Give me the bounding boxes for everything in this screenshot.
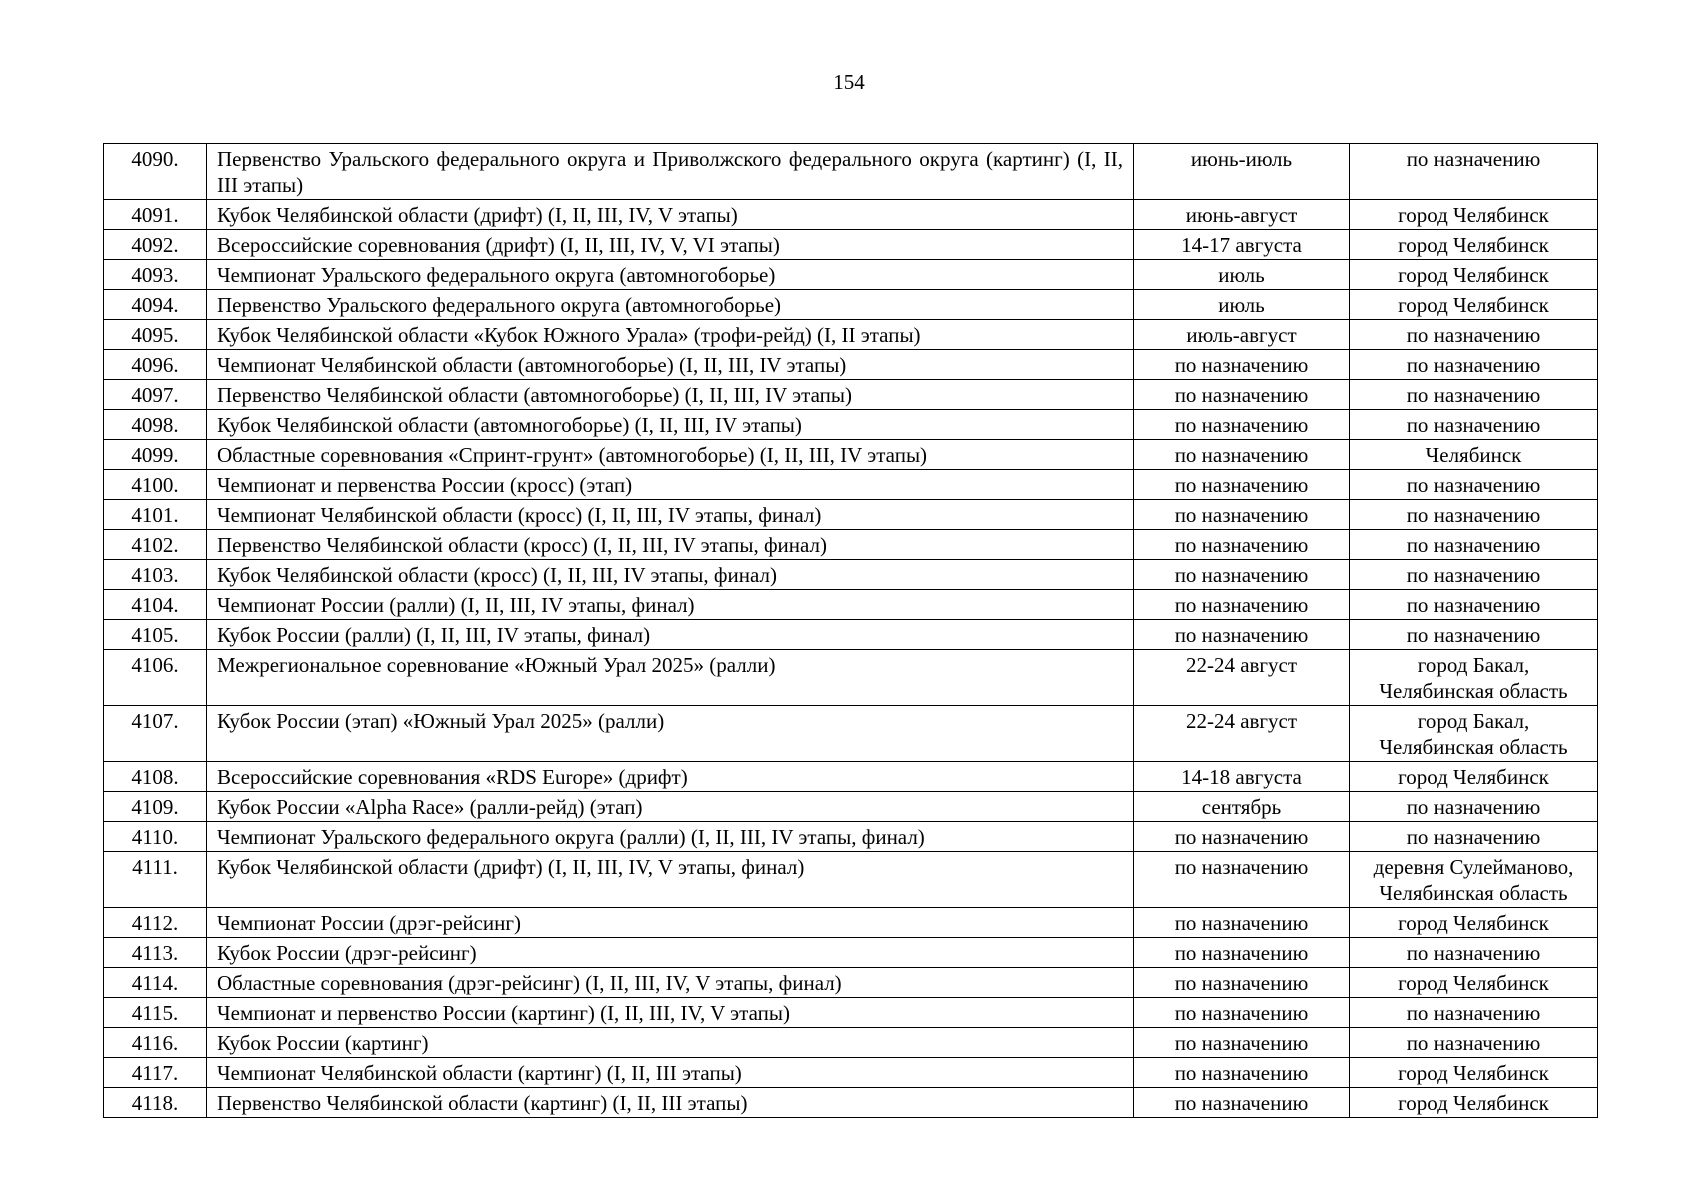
event-date: по назначению bbox=[1134, 822, 1350, 852]
event-place: по назначению bbox=[1350, 380, 1598, 410]
table-row bbox=[104, 998, 1598, 1028]
event-date: по назначению bbox=[1134, 440, 1350, 470]
event-date: по назначению bbox=[1134, 410, 1350, 440]
table-row bbox=[104, 560, 1598, 590]
event-date: 22-24 август bbox=[1134, 650, 1350, 706]
table-row bbox=[104, 260, 1598, 290]
event-place: по назначению bbox=[1350, 822, 1598, 852]
table-row bbox=[104, 350, 1598, 380]
row-number: 4104. bbox=[104, 590, 207, 620]
table-row bbox=[104, 440, 1598, 470]
event-name: Кубок России (этап) «Южный Урал 2025» (ралли) bbox=[207, 706, 1134, 762]
row-number: 4098. bbox=[104, 410, 207, 440]
event-date: по назначению bbox=[1134, 530, 1350, 560]
row-number: 4100. bbox=[104, 470, 207, 500]
event-place: по назначению bbox=[1350, 350, 1598, 380]
row-number: 4094. bbox=[104, 290, 207, 320]
event-place: город Челябинск bbox=[1350, 200, 1598, 230]
event-place: город Челябинск bbox=[1350, 290, 1598, 320]
event-date: 22-24 август bbox=[1134, 706, 1350, 762]
table-row bbox=[104, 1088, 1598, 1118]
event-place: по назначению bbox=[1350, 320, 1598, 350]
event-name: Кубок Челябинской области (кросс) (I, II, III, IV этапы, финал) bbox=[207, 560, 1134, 590]
event-place: по назначению bbox=[1350, 530, 1598, 560]
row-number: 4102. bbox=[104, 530, 207, 560]
event-name: Первенство Челябинской области (автомногоборье) (I, II, III, IV этапы) bbox=[207, 380, 1134, 410]
event-name: Кубок России (дрэг-рейсинг) bbox=[207, 938, 1134, 968]
row-number: 4113. bbox=[104, 938, 207, 968]
event-place: Челябинск bbox=[1350, 440, 1598, 470]
event-place: по назначению bbox=[1350, 590, 1598, 620]
event-place: по назначению bbox=[1350, 792, 1598, 822]
table-row bbox=[104, 144, 1598, 200]
event-name: Чемпионат Челябинской области (картинг) (I, II, III этапы) bbox=[207, 1058, 1134, 1088]
event-place: город Челябинск bbox=[1350, 1058, 1598, 1088]
event-name: Всероссийские соревнования (дрифт) (I, II, III, IV, V, VI этапы) bbox=[207, 230, 1134, 260]
event-date: по назначению bbox=[1134, 1028, 1350, 1058]
table-row bbox=[104, 530, 1598, 560]
row-number: 4093. bbox=[104, 260, 207, 290]
table-row bbox=[104, 792, 1598, 822]
event-date: по назначению bbox=[1134, 852, 1350, 908]
event-date: по назначению bbox=[1134, 500, 1350, 530]
row-number: 4096. bbox=[104, 350, 207, 380]
event-name: Чемпионат Челябинской области (кросс) (I, II, III, IV этапы, финал) bbox=[207, 500, 1134, 530]
event-name: Чемпионат России (дрэг-рейсинг) bbox=[207, 908, 1134, 938]
event-place: город Бакал, Челябинская область bbox=[1350, 706, 1598, 762]
event-place: по назначению bbox=[1350, 560, 1598, 590]
row-number: 4107. bbox=[104, 706, 207, 762]
row-number: 4092. bbox=[104, 230, 207, 260]
event-date: июль bbox=[1134, 290, 1350, 320]
event-name: Кубок Челябинской области (дрифт) (I, II, III, IV, V этапы) bbox=[207, 200, 1134, 230]
event-date: по назначению bbox=[1134, 470, 1350, 500]
table-row bbox=[104, 230, 1598, 260]
event-date: по назначению bbox=[1134, 620, 1350, 650]
event-place: по назначению bbox=[1350, 500, 1598, 530]
event-date: сентябрь bbox=[1134, 792, 1350, 822]
events-table-body bbox=[104, 144, 1598, 1118]
event-place: город Челябинск bbox=[1350, 762, 1598, 792]
event-name: Кубок России «Alpha Race» (ралли-рейд) (этап) bbox=[207, 792, 1134, 822]
table-row bbox=[104, 706, 1598, 762]
event-name: Чемпионат и первенства России (кросс) (этап) bbox=[207, 470, 1134, 500]
event-name: Кубок России (ралли) (I, II, III, IV этапы, финал) bbox=[207, 620, 1134, 650]
event-place: город Бакал, Челябинская область bbox=[1350, 650, 1598, 706]
event-date: по назначению bbox=[1134, 350, 1350, 380]
event-place: город Челябинск bbox=[1350, 260, 1598, 290]
table-row bbox=[104, 762, 1598, 792]
event-date: июнь-июль bbox=[1134, 144, 1350, 200]
event-place: по назначению bbox=[1350, 144, 1598, 200]
event-place: по назначению bbox=[1350, 620, 1598, 650]
event-place: деревня Сулейманово, Челябинская область bbox=[1350, 852, 1598, 908]
event-name: Кубок Челябинской области «Кубок Южного Урала» (трофи-рейд) (I, II этапы) bbox=[207, 320, 1134, 350]
row-number: 4097. bbox=[104, 380, 207, 410]
table-row bbox=[104, 290, 1598, 320]
table-row bbox=[104, 590, 1598, 620]
event-place: по назначению bbox=[1350, 938, 1598, 968]
table-row bbox=[104, 908, 1598, 938]
event-place: по назначению bbox=[1350, 410, 1598, 440]
event-date: по назначению bbox=[1134, 998, 1350, 1028]
event-date: по назначению bbox=[1134, 968, 1350, 998]
row-number: 4114. bbox=[104, 968, 207, 998]
row-number: 4091. bbox=[104, 200, 207, 230]
row-number: 4110. bbox=[104, 822, 207, 852]
event-date: по назначению bbox=[1134, 590, 1350, 620]
table-row bbox=[104, 650, 1598, 706]
table-row bbox=[104, 938, 1598, 968]
events-table bbox=[103, 143, 1598, 1118]
event-place: по назначению bbox=[1350, 1028, 1598, 1058]
row-number: 4115. bbox=[104, 998, 207, 1028]
event-date: июль-август bbox=[1134, 320, 1350, 350]
row-number: 4105. bbox=[104, 620, 207, 650]
event-name: Чемпионат России (ралли) (I, II, III, IV этапы, финал) bbox=[207, 590, 1134, 620]
event-place: город Челябинск bbox=[1350, 230, 1598, 260]
table-row bbox=[104, 620, 1598, 650]
table-row bbox=[104, 380, 1598, 410]
event-name: Кубок Челябинской области (автомногоборье) (I, II, III, IV этапы) bbox=[207, 410, 1134, 440]
event-name: Межрегиональное соревнование «Южный Урал 2025» (ралли) bbox=[207, 650, 1134, 706]
row-number: 4108. bbox=[104, 762, 207, 792]
event-date: по назначению bbox=[1134, 1058, 1350, 1088]
event-name: Первенство Челябинской области (кросс) (I, II, III, IV этапы, финал) bbox=[207, 530, 1134, 560]
event-place: город Челябинск bbox=[1350, 908, 1598, 938]
row-number: 4117. bbox=[104, 1058, 207, 1088]
table-row bbox=[104, 200, 1598, 230]
event-name: Областные соревнования (дрэг-рейсинг) (I, II, III, IV, V этапы, финал) bbox=[207, 968, 1134, 998]
row-number: 4103. bbox=[104, 560, 207, 590]
table-row bbox=[104, 852, 1598, 908]
table-row bbox=[104, 470, 1598, 500]
row-number: 4095. bbox=[104, 320, 207, 350]
row-number: 4109. bbox=[104, 792, 207, 822]
row-number: 4116. bbox=[104, 1028, 207, 1058]
table-row bbox=[104, 320, 1598, 350]
row-number: 4111. bbox=[104, 852, 207, 908]
event-name: Чемпионат Уральского федерального округа (ралли) (I, II, III, IV этапы, финал) bbox=[207, 822, 1134, 852]
event-date: по назначению bbox=[1134, 908, 1350, 938]
event-date: июль bbox=[1134, 260, 1350, 290]
row-number: 4112. bbox=[104, 908, 207, 938]
table-row bbox=[104, 410, 1598, 440]
event-place: город Челябинск bbox=[1350, 1088, 1598, 1118]
row-number: 4106. bbox=[104, 650, 207, 706]
table-row bbox=[104, 500, 1598, 530]
event-date: июнь-август bbox=[1134, 200, 1350, 230]
event-place: город Челябинск bbox=[1350, 968, 1598, 998]
table-row bbox=[104, 1058, 1598, 1088]
table-row bbox=[104, 822, 1598, 852]
event-date: по назначению bbox=[1134, 380, 1350, 410]
row-number: 4118. bbox=[104, 1088, 207, 1118]
event-name: Чемпионат Уральского федерального округа (автомногоборье) bbox=[207, 260, 1134, 290]
table-row bbox=[104, 1028, 1598, 1058]
event-date: по назначению bbox=[1134, 1088, 1350, 1118]
event-name: Областные соревнования «Спринт-грунт» (автомногоборье) (I, II, III, IV этапы) bbox=[207, 440, 1134, 470]
event-name: Кубок России (картинг) bbox=[207, 1028, 1134, 1058]
row-number: 4099. bbox=[104, 440, 207, 470]
event-place: по назначению bbox=[1350, 998, 1598, 1028]
event-date: по назначению bbox=[1134, 938, 1350, 968]
event-date: 14-17 августа bbox=[1134, 230, 1350, 260]
event-name: Кубок Челябинской области (дрифт) (I, II, III, IV, V этапы, финал) bbox=[207, 852, 1134, 908]
event-name: Первенство Уральского федерального округа (автомногоборье) bbox=[207, 290, 1134, 320]
event-date: 14-18 августа bbox=[1134, 762, 1350, 792]
page-number: 154 bbox=[833, 70, 865, 94]
event-name: Чемпионат Челябинской области (автомногоборье) (I, II, III, IV этапы) bbox=[207, 350, 1134, 380]
table-row bbox=[104, 968, 1598, 998]
event-date: по назначению bbox=[1134, 560, 1350, 590]
event-name: Первенство Челябинской области (картинг) (I, II, III этапы) bbox=[207, 1088, 1134, 1118]
row-number: 4101. bbox=[104, 500, 207, 530]
event-place: по назначению bbox=[1350, 470, 1598, 500]
event-name: Первенство Уральского федерального округа и Приволжского федерального округа (картинг) (I, II, III этапы) bbox=[207, 144, 1134, 200]
event-name: Всероссийские соревнования «RDS Europe» (дрифт) bbox=[207, 762, 1134, 792]
row-number: 4090. bbox=[104, 144, 207, 200]
event-name: Чемпионат и первенство России (картинг) (I, II, III, IV, V этапы) bbox=[207, 998, 1134, 1028]
